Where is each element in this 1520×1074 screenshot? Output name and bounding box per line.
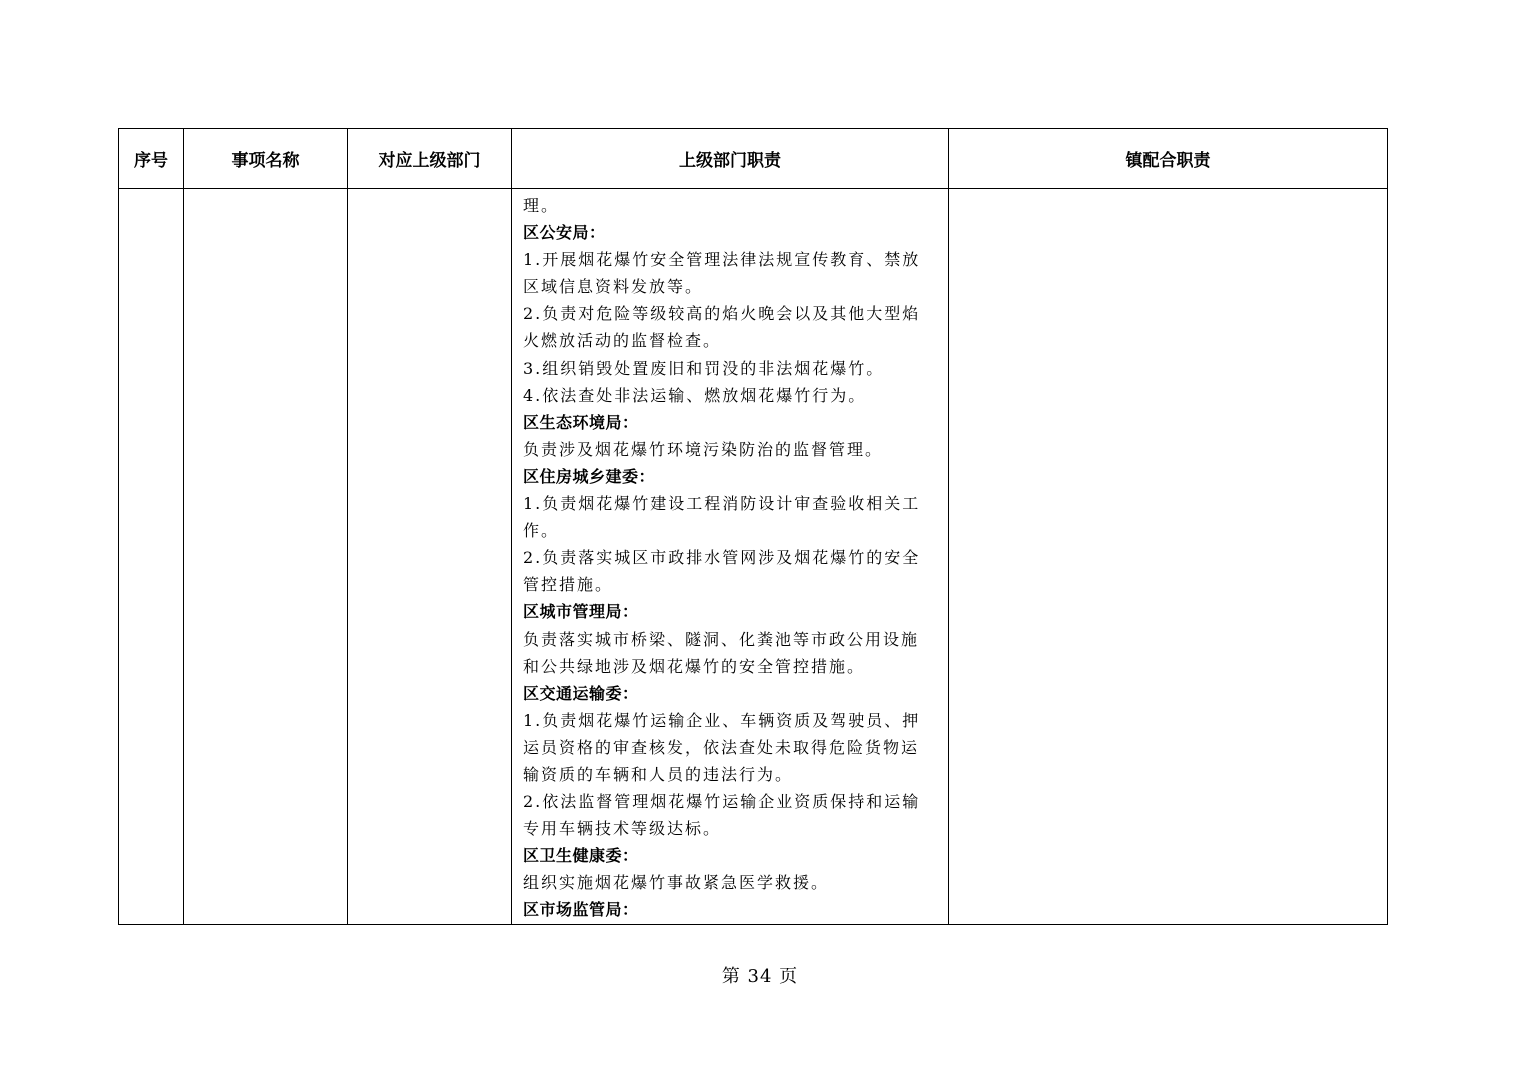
cell-seq	[119, 189, 184, 925]
duty-line: 组织实施烟花爆竹事故紧急医学救援。	[523, 873, 830, 893]
duty-table	[118, 128, 1388, 925]
header-seq: 序号	[119, 129, 184, 189]
duty-line: 3.组织销毁处置废旧和罚没的非法烟花爆竹。	[523, 358, 885, 378]
duty-line: 负责落实城市桥梁、隧洞、化粪池等市政公用设施	[523, 629, 920, 649]
duty-line: 和公共绿地涉及烟花爆竹的安全管控措施。	[523, 656, 866, 676]
dept-heading: 区城市管理局：	[523, 602, 639, 622]
duty-line: 2.依法监督管理烟花爆竹运输企业资质保持和运输	[523, 792, 921, 812]
cell-superior-dept	[348, 189, 512, 925]
header-item-name: 事项名称	[184, 129, 348, 189]
duty-line: 专用车辆技术等级达标。	[523, 819, 722, 839]
dept-heading: 区卫生健康委：	[523, 846, 639, 866]
dept-heading: 区生态环境局：	[523, 412, 639, 432]
cell-item-name	[184, 189, 348, 925]
duty-line: 区域信息资料发放等。	[523, 277, 704, 297]
duty-line: 2.负责落实城区市政排水管网涉及烟花爆竹的安全	[523, 548, 921, 568]
duty-line: 负责涉及烟花爆竹环境污染防治的监督管理。	[523, 439, 884, 459]
duty-line: 作。	[523, 521, 560, 541]
duty-line: 输资质的车辆和人员的违法行为。	[523, 764, 794, 784]
duty-line: 4.依法查处非法运输、燃放烟花爆竹行为。	[523, 385, 867, 405]
dept-heading: 区公安局：	[523, 223, 606, 243]
cell-dept-duty	[512, 189, 949, 925]
dept-duty-text	[523, 192, 939, 924]
table-row	[119, 189, 1388, 925]
duty-line: 1.负责烟花爆竹运输企业、车辆资质及驾驶员、押	[523, 710, 921, 730]
header-row	[119, 129, 1388, 189]
duty-line: 管控措施。	[523, 575, 614, 595]
header-superior-dept: 对应上级部门	[348, 129, 512, 189]
duty-line: 火燃放活动的监督检查。	[523, 331, 722, 351]
cell-town-duty	[949, 189, 1388, 925]
dept-heading: 区市场监管局：	[523, 900, 639, 920]
duty-line: 1.负责烟花爆竹建设工程消防设计审查验收相关工	[523, 494, 921, 514]
dept-heading: 区住房城乡建委：	[523, 466, 656, 486]
duty-line: 运员资格的审查核发，依法查处未取得危险货物运	[523, 737, 920, 757]
duty-line: 理。	[523, 196, 560, 215]
duty-line: 1.开展烟花爆竹安全管理法律法规宣传教育、禁放	[523, 250, 921, 270]
duty-line: 2.负责对危险等级较高的焰火晚会以及其他大型焰	[523, 304, 921, 324]
header-dept-duty: 上级部门职责	[512, 129, 949, 189]
dept-heading: 区交通运输委：	[523, 683, 639, 703]
header-town-duty: 镇配合职责	[949, 129, 1388, 189]
page-number: 第 34 页	[721, 966, 799, 987]
